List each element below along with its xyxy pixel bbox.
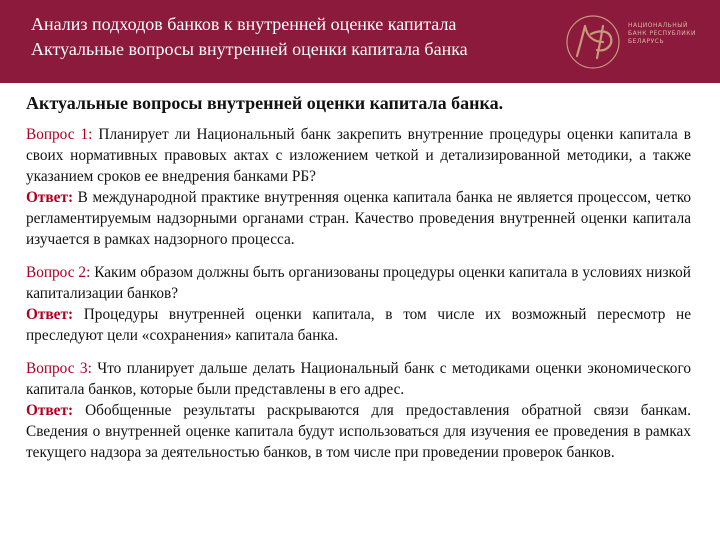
answer-text: Обобщенные результаты раскрываются для предоставления обратной связи банкам. Сведения о внутренней оценке капитала будут использоваться для изучения ее проведения в рамках текущего надзора за деятельностью банков, в том числе при проведении проверок банков. [26,402,691,461]
header-line-2: Актуальные вопросы внутренней оценки капитала банка [31,39,468,59]
answer-text: В международной практике внутренняя оценка капитала банка не является процессом, четко регламентируемым надзорными органами стран. Качество проведения внутренней оценки капитала изучается в рамках надзорного процесса. [26,189,691,248]
answer-2 [26,304,691,346]
question-3 [26,358,691,400]
bank-logo-text: НАЦИОНАЛЬНЫЙ БАНК РЕСПУБЛИКИ БЕЛАРУСЬ [628,22,697,45]
answer-1 [26,187,691,250]
question-text: Что планирует дальше делать Национальный банк с методиками оценки экономического капитала банков, которые были представлены в его адрес. [26,360,691,398]
answer-label: Ответ: [26,306,74,323]
qa-block-2 [26,262,691,346]
answer-label: Ответ: [26,402,74,419]
question-2 [26,262,691,304]
slide-heading: Актуальные вопросы внутренней оценки капитала банка. [26,93,504,113]
question-text: Каким образом должны быть организованы процедуры оценки капитала в условиях низкой капитализации банков? [26,264,691,302]
question-1 [26,124,691,187]
answer-3 [26,400,691,463]
header-line-1: Анализ подходов банков к внутренней оценке капитала [31,14,457,34]
answer-label: Ответ: [26,189,74,206]
bank-logo-monogram [563,12,623,72]
question-label: Вопрос 2: [26,264,91,281]
header-title [31,12,468,62]
question-text: Планирует ли Национальный банк закрепить внутренние процедуры оценки капитала в своих нормативных правовых актах с изложением четкой и детализированной методики, а также указанием сроков ее внедрения банками РБ? [26,126,691,185]
question-label: Вопрос 1: [26,126,93,143]
answer-text: Процедуры внутренней оценки капитала, в том числе их возможный пересмотр не преследуют цели «сохранения» капитала банка. [26,306,691,344]
question-label: Вопрос 3: [26,360,92,377]
slide-content [26,92,691,475]
slide-header [0,0,720,83]
qa-block-3 [26,358,691,463]
qa-block-1 [26,124,691,250]
